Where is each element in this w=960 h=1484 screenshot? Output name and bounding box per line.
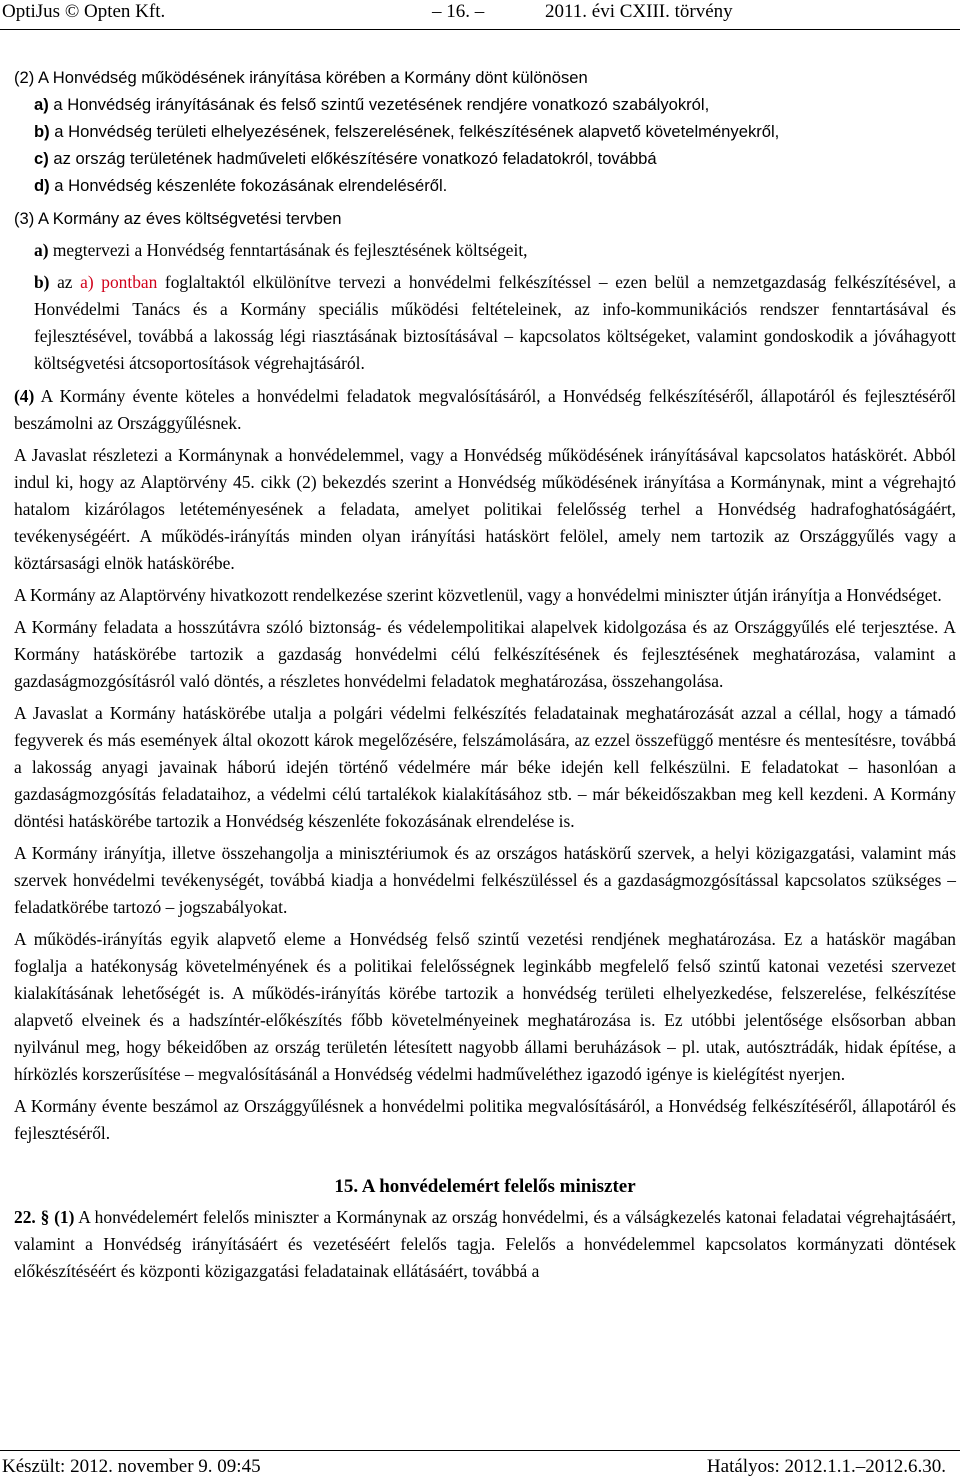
- paragraph-2-item-b: [14, 118, 956, 145]
- paragraph-label: (4): [14, 386, 35, 406]
- document-body: [14, 64, 956, 1285]
- article-22-paragraph-1: [14, 1204, 956, 1285]
- paragraph-2-item-c: [14, 145, 956, 172]
- paragraph-3-item-a: [14, 237, 956, 264]
- header-law-title: 2011. évi CXIII. törvény: [545, 1, 733, 22]
- explanation-paragraph: A működés-irányítás egyik alapvető eleme a Honvédség felső szintű vezetési rendjének meghatározása. Ez a hatáskör magában foglalja a hatékonyság követelményének és a politikai felelősségnek leginkább megfelelő felső szintű katonai vezetési szervezet kialakításának lehetőségét is. A működés-irányítás körébe tartozik a honvédség területi elhelyezkedése, felszerelése, felkészítése alapvető elveinek és a hadszíntér-előkészítés főbb követelményeinek meghatározása is. Ez utóbbi jelentősége elsősorban abban nyilvánul meg, hogy békeidőben az ország területén létesített nagyobb állami beruházások – pl. utak, autósztrádák, hidak építése, a hírközlés korszerűsítése – megvalósításánál a Honvédség védelmi hadműveléthez igazodó igénye is kielégítést nyerjen.: [14, 929, 956, 1084]
- item-text: az ország területének hadműveleti előkészítésére vonatkozó feladatokról, továbbá: [48, 149, 657, 168]
- explanation-paragraph: A Javaslat a Kormány hatáskörébe utalja a polgári védelmi felkészítés feladatainak meghatározását azzal a céllal, hogy a támadó fegyverek és más események által okozott károk megelőzésére, felszámolására, az ezzel összefüggő mentésre és mentesítésre, továbbá a lakosság anyagi javainak háború idején történő védelmére már béke idején kell felkészülni. E feladatokat – hasonlóan a gazdaságmozgósítás feladataihoz, a védelmi célú tartalékok kialakításához stb. – már békeidőszakban meg kell kezdeni. A Kormány döntési hatáskörébe tartozik a Honvédség készenléte fokozásának elrendelése is.: [14, 703, 956, 831]
- cross-reference-link[interactable]: a) pontban: [80, 272, 158, 292]
- footer-effective: Hatályos: 2012.1.1.–2012.6.30.: [706, 1456, 946, 1477]
- paragraph-text: A honvédelemért felelős miniszter a Kormánynak az ország honvédelmi, és a válságkezelés katonai feladatai végrehajtásáért, valamint a Honvédség irányításáért és vezetéséért felelős tagja. Felelős a honvédelemmel kapcsolatos kormányzati döntések előkészítéséért és központi közigazgatási feladatainak ellátásáért, továbbá a: [14, 1207, 956, 1281]
- paragraph-text: A Kormány évente köteles a honvédelmi feladatok megvalósításáról, a Honvédség felkészítéséről, állapotáról és fejlesztéséről beszámolni az Országgyűlésnek.: [14, 386, 956, 433]
- header-publisher: OptiJus © Opten Kft.: [2, 1, 166, 22]
- page-header: [0, 0, 960, 26]
- section-heading: 15. A honvédelemért felelős miniszter: [334, 1176, 636, 1197]
- item-text-post: foglaltaktól elkülönítve tervezi a honvédelmi felkészítéssel – ezen belül a nemzetgazdaság felkészítésével, a Honvédelmi Tanács és a Kormány speciális működési feltételeinek, az info-kommunikációs rendszer fenntartásával és fejlesztésével, továbbá a lakosság légi riasztásának biztosításával – kapcsolatos költségeket, valamint gondoskodik a jóváhagyott költségvetési átcsoportosítások végrehajtásáról.: [34, 272, 956, 373]
- footer-created: Készült: 2012. november 9. 09:45: [2, 1456, 261, 1477]
- section-sign: §: [40, 1207, 50, 1227]
- item-text: a Honvédség irányításának és felső szintű vezetésének rendjére vonatkozó szabályokról,: [48, 95, 710, 114]
- explanation-paragraph: A Kormány irányítja, illetve összehangolja a minisztériumok és az országos hatáskörű szervek, a helyi közigazgatási, valamint más szervek honvédelmi tevékenységét, továbbá kiadja a honvédelmi felkészüléssel és a gazdaságmozgósítással kapcsolatos szükséges – feladatkörébe tartozó – jogszabályokat.: [14, 843, 956, 917]
- explanation-paragraph: A Kormány az Alaptörvény hivatkozott rendelkezése szerint közvetlenül, vagy a honvédelmi miniszter útján irányítja a Honvédséget.: [14, 585, 942, 605]
- item-text-pre: az: [49, 272, 81, 292]
- header-divider: [0, 29, 960, 30]
- paragraph-2-intro: (2) A Honvédség működésének irányítása körében a Kormány dönt különösen: [14, 68, 588, 87]
- explanation-paragraph: A Javaslat részletezi a Kormánynak a honvédelemmel, vagy a Honvédség működésének irányításával kapcsolatos hatáskörét. Abból indul ki, hogy az Alaptörvény 45. cikk (2) bekezdés szerint a Honvédség működésének irányítása a Kormánynak, mint a végrehajtó hatalom kizárólagos letéteményesének a feladata, amelyet politikai felelősség terhel a Honvédség hadrafoghatóságáért, tevékenységéért. A működés-irányítás minden olyan irányítási hatáskört felölel, amely nem tartozik az Országgyűlés vagy a köztársasági elnök hatáskörébe.: [14, 445, 956, 573]
- article-number: 22.: [14, 1207, 36, 1227]
- paragraph-2-item-a: [14, 91, 956, 118]
- footer-divider: [0, 1450, 960, 1451]
- item-label: a): [34, 240, 49, 260]
- paragraph-4: [14, 383, 956, 437]
- item-label: c): [34, 149, 49, 168]
- item-label: a): [34, 95, 49, 114]
- item-text: a Honvédség készenléte fokozásának elrendeléséről.: [49, 176, 448, 195]
- explanation-paragraph: A Kormány évente beszámol az Országgyűlésnek a honvédelmi politika megvalósításáról, a Honvédség felkészítéséről, állapotáról és fejlesztéséről.: [14, 1096, 956, 1143]
- item-label: b): [34, 272, 50, 292]
- paragraph-2-item-d: [14, 172, 956, 199]
- page-footer: [0, 1452, 960, 1484]
- paragraph-3-intro: (3) A Kormány az éves költségvetési tervben: [14, 209, 342, 228]
- paragraph-3-item-b: [14, 269, 956, 377]
- explanation-paragraph: A Kormány feladata a hosszútávra szóló biztonság- és védelempolitikai alapelvek kidolgozása és az Országgyűlés elé terjesztése. A Kormány hatáskörébe tartozik a gazdaság honvédelmi célú felkészítésének és fejlesztésének meghatározása, valamint a gazdaságmozgósításról való döntés, a részletes honvédelmi feladatok meghatározása, összehangolása.: [14, 617, 956, 691]
- item-label: b): [34, 122, 50, 141]
- item-text: a Honvédség területi elhelyezésének, felszerelésének, felkészítésének alapvető követelményekről,: [49, 122, 780, 141]
- item-label: d): [34, 176, 50, 195]
- paragraph-label: (1): [54, 1207, 75, 1227]
- header-page-number: – 16. –: [432, 1, 485, 22]
- item-text: megtervezi a Honvédség fenntartásának és fejlesztésének költségeit,: [48, 240, 528, 260]
